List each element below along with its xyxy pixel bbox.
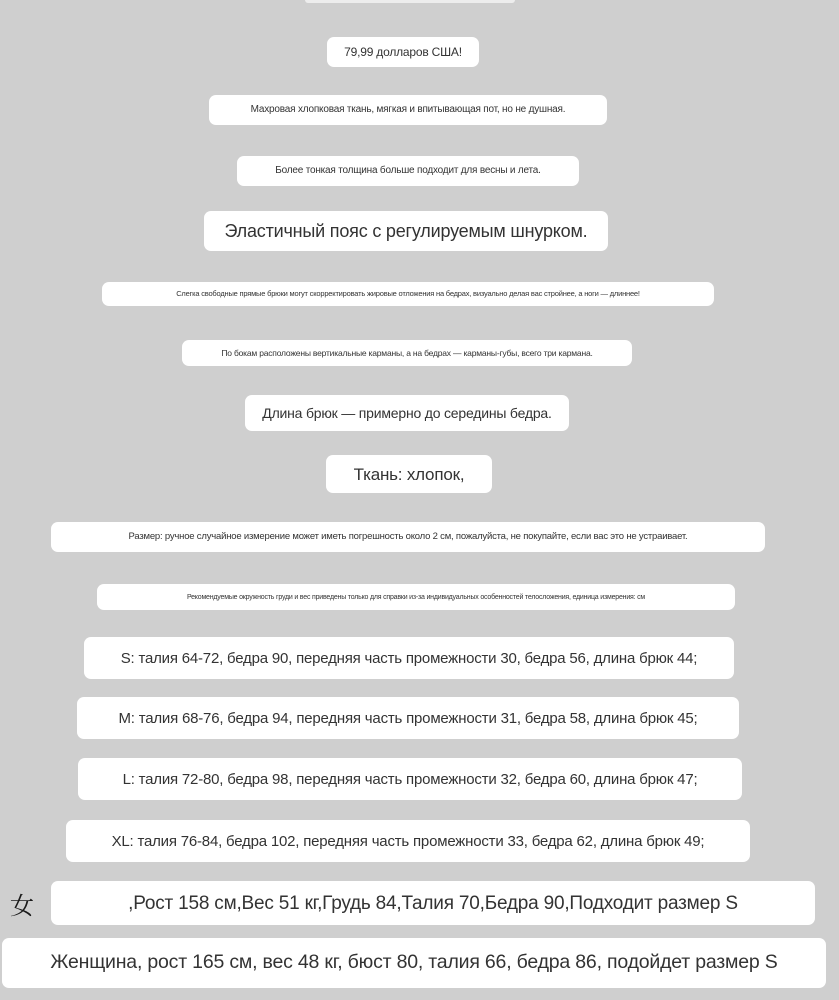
female-glyph: 女 (10, 892, 34, 920)
length-line: Длина брюк — примерно до середины бедра. (245, 395, 569, 431)
fabric-terry-line: Махровая хлопковая ткань, мягкая и впитывающая пот, но не душная. (209, 95, 607, 125)
pockets-line: По бокам расположены вертикальные карманы, а на бедрах — карманы-губы, всего три кармана. (182, 340, 632, 366)
size-m-line: M: талия 68-76, бедра 94, передняя часть промежности 31, бедра 58, длина брюк 45; (77, 697, 739, 739)
material-line: Ткань: хлопок, (326, 455, 492, 493)
top-edge-bar (305, 0, 515, 3)
size-xl-line: XL: талия 76-84, бедра 102, передняя часть промежности 33, бедра 62, длина брюк 49; (66, 820, 750, 862)
size-l-line: L: талия 72-80, бедра 98, передняя часть промежности 32, бедра 60, длина брюк 47; (78, 758, 742, 800)
reference-note-line: Рекомендуемые окружность груди и вес приведены только для справки из-за индивидуальных особенностей телосложения, единица измерения: см (97, 584, 735, 610)
size-disclaimer-line: Размер: ручное случайное измерение может иметь погрешность около 2 см, пожалуйста, не покупайте, если вас это не устраивает. (51, 522, 765, 552)
model-2-line: Женщина, рост 165 см, вес 48 кг, бюст 80, талия 66, бедра 86, подойдет размер S (2, 938, 826, 988)
price-line: 79,99 долларов США! (327, 37, 479, 67)
size-s-line: S: талия 64-72, бедра 90, передняя часть промежности 30, бедра 56, длина брюк 44; (84, 637, 734, 679)
fit-line: Слегка свободные прямые брюки могут скорректировать жировые отложения на бедрах, визуально делая вас стройнее, а ноги — длиннее! (102, 282, 714, 306)
thickness-line: Более тонкая толщина больше подходит для весны и лета. (237, 156, 579, 186)
waistband-line: Эластичный пояс с регулируемым шнурком. (204, 211, 608, 251)
model-1-line: ,Рост 158 см,Вес 51 кг,Грудь 84,Талия 70,Бедра 90,Подходит размер S (51, 881, 815, 925)
